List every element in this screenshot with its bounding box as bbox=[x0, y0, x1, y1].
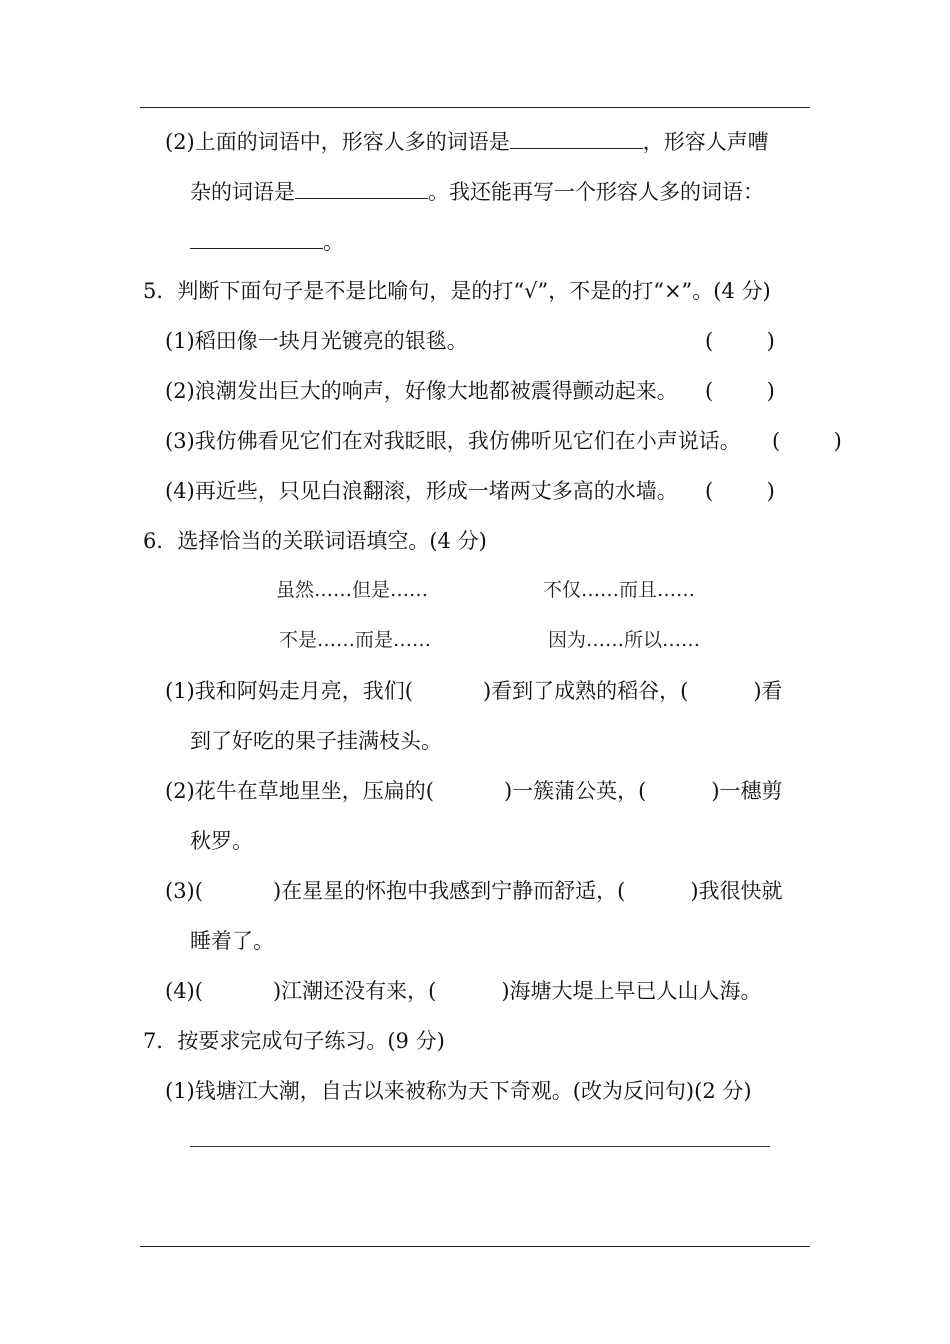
bottom-rule bbox=[140, 1246, 810, 1247]
answer-blank[interactable] bbox=[295, 178, 428, 199]
q5-answer-paren-4[interactable]: ( ) bbox=[705, 479, 775, 503]
q7-title: 7．按要求完成句子练习。(9 分) bbox=[143, 1029, 445, 1053]
q6-title: 6．选择恰当的关联词语填空。(4 分) bbox=[143, 529, 487, 553]
q6-option-2: 不仅……而且…… bbox=[543, 579, 696, 601]
answer-blank[interactable] bbox=[510, 128, 643, 149]
q6-text: )一穗剪 bbox=[711, 779, 783, 803]
q5-item-1: (1)稻田像一块月光镀亮的银毯。 bbox=[165, 329, 468, 353]
top-rule bbox=[140, 107, 810, 108]
q4-sub2-text: (2)上面的词语中，形容人多的词语是 bbox=[165, 130, 510, 154]
q4-sub2-line3 bbox=[190, 228, 344, 255]
q6-option-1: 虽然……但是…… bbox=[276, 579, 429, 601]
q4-sub2-text: ，形容人声嘈 bbox=[642, 130, 769, 154]
q5-item-4: (4)再近些，只见白浪翻滚，形成一堵两丈多高的水墙。 bbox=[165, 479, 678, 503]
q6-text: (4)( bbox=[165, 979, 203, 1003]
q6-text: )在星星的怀抱中我感到宁静而舒适，( bbox=[272, 879, 626, 903]
q6-text: )看 bbox=[753, 679, 783, 703]
q7-sub1: (1)钱塘江大潮，自古以来被称为天下奇观。(改为反问句)(2 分) bbox=[165, 1079, 752, 1103]
answer-blank[interactable] bbox=[190, 228, 323, 249]
q4-sub2-line2 bbox=[190, 178, 764, 205]
q6-item-2-line2: 秋罗。 bbox=[190, 829, 253, 853]
q7-answer-line[interactable] bbox=[190, 1146, 770, 1147]
q4-sub2-line1 bbox=[165, 128, 769, 155]
q6-text: (3)( bbox=[165, 879, 203, 903]
q6-item-3-line1 bbox=[165, 878, 783, 904]
q5-answer-paren-2[interactable]: ( ) bbox=[705, 379, 775, 403]
q6-item-2-line1 bbox=[165, 778, 783, 804]
q6-option-4: 因为……所以…… bbox=[548, 629, 701, 651]
q5-answer-paren-3[interactable]: ( ) bbox=[772, 429, 842, 453]
q6-text: )一簇蒲公英，( bbox=[503, 779, 647, 803]
q5-title: 5．判断下面句子是不是比喻句，是的打“√”，不是的打“×”。(4 分) bbox=[143, 279, 771, 303]
q6-option-3: 不是……而是…… bbox=[279, 629, 432, 651]
q6-text: (2)花牛在草地里坐，压扁的( bbox=[165, 779, 434, 803]
q4-sub2-text: 。我还能再写一个形容人多的词语： bbox=[428, 180, 764, 204]
q4-sub2-text: 杂的词语是 bbox=[190, 180, 295, 204]
q5-item-3: (3)我仿佛看见它们在对我眨眼，我仿佛听见它们在小声说话。 bbox=[165, 429, 741, 453]
q6-text: (1)我和阿妈走月亮，我们( bbox=[165, 679, 413, 703]
q6-item-3-line2: 睡着了。 bbox=[190, 929, 274, 953]
q4-sub2-text: 。 bbox=[323, 230, 344, 254]
q6-text: )看到了成熟的稻谷，( bbox=[482, 679, 689, 703]
q5-item-2: (2)浪潮发出巨大的响声，好像大地都被震得颤动起来。 bbox=[165, 379, 678, 403]
q6-item-4-line1 bbox=[165, 978, 762, 1004]
q6-item-1-line1 bbox=[165, 678, 783, 704]
q6-item-1-line2: 到了好吃的果子挂满枝头。 bbox=[190, 729, 442, 753]
q5-answer-paren-1[interactable]: ( ) bbox=[705, 329, 775, 353]
q6-text: )我很快就 bbox=[690, 879, 783, 903]
q6-text: )海塘大堤上早已人山人海。 bbox=[501, 979, 762, 1003]
q6-text: )江潮还没有来，( bbox=[272, 979, 437, 1003]
